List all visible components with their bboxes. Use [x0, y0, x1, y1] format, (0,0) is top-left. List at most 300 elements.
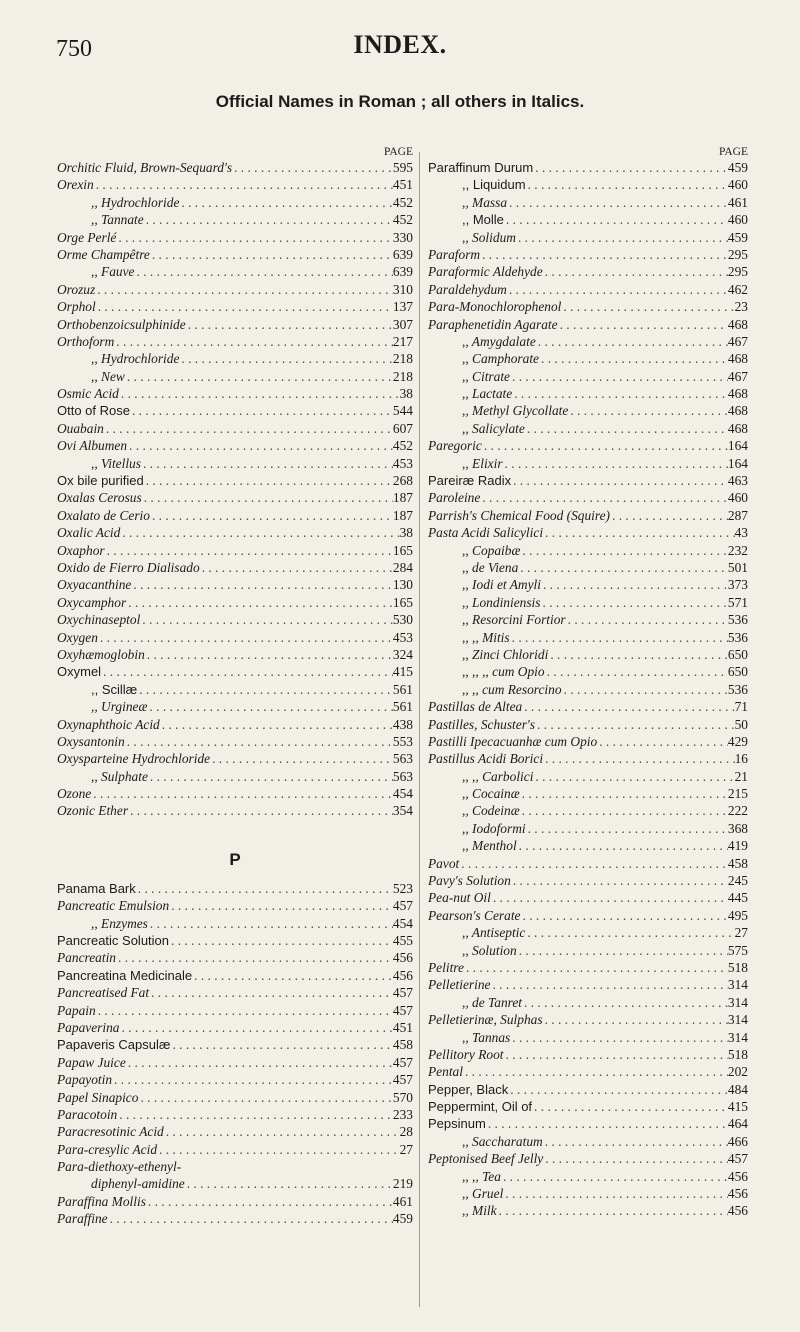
entry-name: Orchitic Fluid, Brown-Sequard's [57, 160, 233, 175]
leader-dots [526, 820, 728, 837]
leader-dots [186, 316, 393, 333]
leader-dots [112, 1071, 393, 1088]
entry-name: Oxalas Cerosus [57, 490, 142, 506]
entry-name: Orexin [57, 177, 94, 193]
entry-name: ,, Tannas [462, 1029, 511, 1045]
entry-page: 518 [727, 959, 748, 975]
index-entry [428, 1115, 748, 1132]
index-entry [428, 785, 748, 802]
index-entry [428, 316, 748, 333]
index-entry [57, 880, 413, 897]
index-entry [428, 194, 748, 211]
leader-dots [164, 1123, 400, 1140]
index-entry [57, 646, 413, 663]
index-entry [57, 629, 413, 646]
index-entry [428, 907, 748, 924]
entry-name: Pepsinum [428, 1116, 486, 1132]
index-entry [428, 1202, 748, 1219]
right-column [428, 145, 748, 1220]
entry-name: ,, Camphorate [462, 351, 539, 367]
index-entry [57, 932, 413, 949]
entry-page: 217 [392, 333, 413, 349]
entry-page: 38 [399, 525, 413, 541]
entry-name: ,, Zinci Chloridi [462, 646, 549, 662]
entry-page: 368 [727, 820, 748, 836]
entry-page: 484 [727, 1081, 748, 1097]
entry-name: Osmic Acid [57, 386, 119, 402]
entry-name: ,, Saccharatum [462, 1133, 543, 1149]
entry-name: Para-cresylic Acid [57, 1141, 158, 1157]
leader-dots [179, 194, 393, 211]
leader-dots [520, 542, 727, 559]
leader-dots [179, 350, 393, 367]
index-entry [428, 733, 748, 750]
entry-name: Paraffine [57, 1211, 108, 1227]
entry-page: 219 [392, 1176, 413, 1192]
index-entry [57, 1054, 413, 1071]
index-entry [428, 1081, 748, 1098]
entry-page: 460 [727, 177, 748, 193]
leader-dots [504, 1046, 728, 1063]
entry-page: 218 [392, 368, 413, 384]
leader-dots [543, 750, 735, 767]
entry-name: Oxynaphthoic Acid [57, 716, 160, 732]
leader-dots [464, 959, 728, 976]
entry-name: ,, ,, Tea [462, 1168, 501, 1184]
entry-page: 536 [727, 681, 748, 697]
entry-name: ,, Iodi et Amyli [462, 577, 541, 593]
index-entry [428, 1185, 748, 1202]
entry-page: 459 [727, 229, 748, 245]
page-number: 750 [56, 36, 92, 62]
entry-name: Oxymel [57, 664, 102, 680]
leader-dots [480, 489, 728, 506]
leader-dots [136, 880, 393, 897]
leader-dots [185, 1175, 393, 1192]
index-entry [57, 524, 413, 541]
leader-dots [148, 915, 393, 932]
entry-page: 460 [727, 212, 748, 228]
leader-dots [128, 802, 393, 819]
index-entry [428, 1011, 748, 1028]
index-entry [428, 420, 748, 437]
index-entry [57, 368, 413, 385]
entry-page: 458 [392, 1037, 413, 1053]
leader-dots [463, 1063, 728, 1080]
subtitle: Official Names in Roman ; all others in Italics. [215, 92, 585, 111]
leader-dots [126, 1054, 393, 1071]
entry-page: 454 [392, 915, 413, 931]
entry-name: Orphol [57, 299, 96, 315]
index-entry [57, 1158, 413, 1175]
leader-dots [125, 368, 393, 385]
entry-name: ,, Solution [462, 942, 517, 958]
index-entry [428, 559, 748, 576]
entry-page: 561 [392, 681, 413, 697]
leader-dots [522, 994, 728, 1011]
leader-dots [210, 750, 393, 767]
leader-dots [533, 768, 734, 785]
entry-page: 218 [392, 351, 413, 367]
entry-name: Paregoric [428, 438, 482, 454]
index-entry [428, 889, 748, 906]
leader-dots [96, 298, 393, 315]
entry-name: Paraffina Mollis [57, 1193, 146, 1209]
entry-name: Papaverina [57, 1019, 120, 1035]
leader-dots [536, 333, 728, 350]
entry-name: Oxychinaseptol [57, 612, 141, 628]
index-list-p-continued [428, 159, 748, 1220]
index-entry [57, 594, 413, 611]
entry-name: Ozonic Ether [57, 803, 129, 819]
index-entry [57, 967, 413, 984]
entry-page: 452 [392, 194, 413, 210]
index-entry [428, 802, 748, 819]
leader-dots [91, 785, 393, 802]
entry-name: ,, ,, ,, cum Opio [462, 664, 545, 680]
leader-dots [169, 932, 393, 949]
entry-page: 245 [727, 873, 748, 889]
entry-page: 445 [727, 890, 748, 906]
entry-page: 463 [727, 473, 748, 489]
leader-dots [490, 976, 727, 993]
leader-dots [512, 385, 728, 402]
index-entry [428, 489, 748, 506]
leader-dots [127, 437, 393, 454]
entry-page: 467 [727, 368, 748, 384]
leader-dots [131, 576, 393, 593]
leader-dots [597, 733, 728, 750]
entry-name: ,, de Tanret [462, 994, 523, 1010]
entry-page: 268 [392, 473, 413, 489]
leader-dots [517, 837, 728, 854]
leader-dots [503, 1185, 728, 1202]
entry-name: Pelitre [428, 959, 464, 975]
index-entry [428, 1063, 748, 1080]
entry-page: 544 [392, 403, 413, 419]
index-entry [428, 681, 748, 698]
leader-dots [232, 159, 393, 176]
entry-name: ,, Gruel [462, 1186, 504, 1202]
entry-page: 287 [727, 507, 748, 523]
leader-dots [501, 1168, 728, 1185]
leader-dots [510, 629, 728, 646]
entry-name: Pasta Acidi Salicylici [428, 525, 544, 541]
left-column [57, 145, 413, 1228]
entry-name: Pental [428, 1064, 463, 1080]
entry-name: ,, Resorcini Fortior [462, 612, 566, 628]
leader-dots [98, 629, 393, 646]
index-entry [57, 559, 413, 576]
index-entry [428, 437, 748, 454]
entry-name: ,, Menthol [462, 838, 517, 854]
entry-page: 28 [399, 1124, 413, 1140]
entry-name: Pelletierinæ, Sulphas [428, 1012, 543, 1028]
entry-page: 295 [727, 264, 748, 280]
entry-page: 607 [392, 420, 413, 436]
entry-name: Papaveris Capsulæ [57, 1037, 171, 1053]
leader-dots [532, 1098, 728, 1115]
entry-name: ,, Amygdalate [462, 333, 536, 349]
leader-dots [200, 559, 393, 576]
leader-dots [141, 455, 393, 472]
index-entry [57, 949, 413, 966]
leader-dots [497, 1202, 728, 1219]
entry-page: 518 [727, 1046, 748, 1062]
entry-name: Orthoform [57, 333, 115, 349]
entry-name: Panama Bark [57, 880, 136, 896]
entry-name: Pepper, Black [428, 1081, 509, 1097]
entry-name: Paroleine [428, 490, 481, 506]
entry-name: Pancreatina Medicinale [57, 967, 193, 983]
entry-page: 453 [392, 455, 413, 471]
entry-page: 50 [734, 716, 748, 732]
index-entry [57, 1193, 413, 1210]
index-entry [428, 698, 748, 715]
leader-dots [108, 1210, 393, 1227]
leader-dots [503, 455, 728, 472]
leader-dots [533, 159, 728, 176]
index-entry [428, 1133, 748, 1150]
leader-dots [101, 663, 393, 680]
index-list-o [57, 159, 413, 820]
leader-dots [545, 663, 728, 680]
index-entry [57, 402, 413, 419]
index-entry [57, 437, 413, 454]
entry-name: Orozuz [57, 281, 96, 297]
index-entry [57, 716, 413, 733]
entry-page: 314 [727, 1012, 748, 1028]
entry-page: 650 [727, 664, 748, 680]
leader-dots [522, 698, 734, 715]
leader-dots [543, 263, 728, 280]
entry-page: 16 [734, 751, 748, 767]
entry-page: 575 [727, 942, 748, 958]
leader-dots [504, 211, 728, 228]
index-entry [428, 507, 748, 524]
index-entry [57, 984, 413, 1001]
index-entry [57, 194, 413, 211]
entry-page: 571 [727, 594, 748, 610]
leader-dots [525, 420, 728, 437]
leader-dots [145, 646, 393, 663]
index-entry [57, 733, 413, 750]
index-entry [428, 837, 748, 854]
entry-name: Peptonised Beef Jelly [428, 1151, 544, 1167]
index-entry [428, 211, 748, 228]
index-entry [428, 159, 748, 176]
index-entry [57, 159, 413, 176]
entry-page: 563 [392, 751, 413, 767]
leader-dots [150, 507, 393, 524]
entry-page: 461 [727, 194, 748, 210]
index-entry [57, 1210, 413, 1227]
entry-name: Pearson's Cerate [428, 907, 521, 923]
leader-dots [140, 611, 393, 628]
leader-dots [486, 1115, 728, 1132]
index-entry [428, 855, 748, 872]
entry-name: ,, Fauve [91, 264, 135, 280]
entry-page: 536 [727, 612, 748, 628]
index-entry [57, 316, 413, 333]
entry-name: Ox bile purified [57, 473, 144, 489]
index-entry [428, 820, 748, 837]
index-entry [57, 1019, 413, 1036]
entry-name: Paraffinum Durum [428, 160, 534, 175]
index-entry [428, 750, 748, 767]
index-entry [428, 646, 748, 663]
leader-dots [105, 542, 393, 559]
entry-name: ,, Tannate [91, 212, 144, 228]
entry-page: 561 [392, 699, 413, 715]
index-entry [57, 1141, 413, 1158]
entry-name: Ouabain [57, 420, 104, 436]
entry-page: 373 [727, 577, 748, 593]
entry-page: 429 [727, 733, 748, 749]
leader-dots [517, 942, 728, 959]
entry-name: Paraphenetidin Agarate [428, 316, 558, 332]
leader-dots [94, 176, 393, 193]
entry-name: Paraformic Aldehyde [428, 264, 543, 280]
entry-page: 354 [392, 803, 413, 819]
entry-page: 468 [727, 316, 748, 332]
index-entry [428, 368, 748, 385]
index-entry [57, 915, 413, 932]
index-entry [57, 611, 413, 628]
entry-name: Pareiræ Radix [428, 473, 512, 489]
entry-page: 461 [392, 1193, 413, 1209]
entry-name: Ovi Albumen [57, 438, 128, 454]
page-column-label: PAGE [384, 146, 413, 158]
entry-page: 164 [727, 455, 748, 471]
leader-dots [511, 872, 728, 889]
index-entry [57, 663, 413, 680]
entry-page: 38 [399, 386, 413, 402]
leader-dots [459, 855, 728, 872]
entry-name: Pancreatic Emulsion [57, 898, 170, 914]
entry-page: 553 [392, 733, 413, 749]
entry-page: 468 [727, 386, 748, 402]
entry-page: 460 [727, 490, 748, 506]
entry-page: 27 [734, 925, 748, 941]
entry-page: 464 [727, 1116, 748, 1132]
leader-dots [548, 646, 728, 663]
leader-dots [520, 802, 728, 819]
index-entry [428, 402, 748, 419]
entry-name: Otto of Rose [57, 403, 130, 419]
leader-dots [181, 1158, 413, 1175]
entry-name: ,, Hydrochloride [91, 194, 180, 210]
index-list-p [57, 880, 413, 1228]
index-entry [57, 333, 413, 350]
leader-dots [120, 524, 399, 541]
leader-dots [521, 907, 728, 924]
entry-page: 452 [392, 212, 413, 228]
index-entry [57, 385, 413, 402]
index-entry [57, 229, 413, 246]
entry-page: 456 [392, 950, 413, 966]
entry-page: 457 [392, 985, 413, 1001]
index-entry [428, 872, 748, 889]
entry-name: Para-diethoxy-ethenyl- [57, 1159, 182, 1175]
leader-dots [520, 785, 728, 802]
entry-name: Papain [57, 1002, 96, 1018]
entry-page: 570 [392, 1089, 413, 1105]
index-entry [428, 542, 748, 559]
entry-name: Pelletierine [428, 977, 491, 993]
index-entry [428, 350, 748, 367]
entry-name: Paraldehydum [428, 281, 507, 297]
index-entry [57, 897, 413, 914]
entry-name: Papel Sinapico [57, 1089, 139, 1105]
leader-dots [169, 897, 393, 914]
entry-name: ,, Elixir [462, 455, 503, 471]
entry-page: 233 [392, 1106, 413, 1122]
leader-dots [149, 984, 393, 1001]
entry-page: 530 [392, 612, 413, 628]
entry-page: 468 [727, 351, 748, 367]
entry-page: 595 [392, 160, 413, 175]
index-entry [57, 1036, 413, 1053]
entry-name: Oxycamphor [57, 594, 127, 610]
entry-page: 307 [392, 316, 413, 332]
leader-dots [137, 681, 393, 698]
leader-dots [95, 281, 393, 298]
entry-name: diphenyl-amidine [91, 1176, 185, 1192]
entry-page: 456 [392, 967, 413, 983]
index-entry [428, 1098, 748, 1115]
entry-page: 650 [727, 646, 748, 662]
index-entry [57, 698, 413, 715]
entry-page: 165 [392, 542, 413, 558]
leader-dots [543, 1133, 728, 1150]
entry-page: 295 [727, 246, 748, 262]
entry-name: ,, Massa [462, 194, 508, 210]
leader-dots [541, 594, 728, 611]
entry-name: Paraform [428, 246, 481, 262]
leader-dots [562, 681, 728, 698]
index-entry [428, 263, 748, 280]
index-entry [428, 629, 748, 646]
entry-name: ,, Salicylate [462, 420, 525, 436]
entry-name: ,, Lactate [462, 386, 513, 402]
leader-dots [561, 298, 734, 315]
index-entry [428, 333, 748, 350]
entry-name: Orthobenzoicsulphinide [57, 316, 186, 332]
section-letter: P [229, 849, 241, 869]
index-entry [428, 1046, 748, 1063]
index-entry [57, 176, 413, 193]
leader-dots [116, 229, 393, 246]
leader-dots [104, 420, 393, 437]
entry-page: 137 [392, 299, 413, 315]
entry-page: 459 [727, 160, 748, 175]
entry-page: 453 [392, 629, 413, 645]
entry-page: 462 [727, 281, 748, 297]
leader-dots [507, 281, 728, 298]
entry-page: 455 [392, 933, 413, 949]
leader-dots [491, 889, 728, 906]
entry-name: Pellitory Root [428, 1046, 504, 1062]
leader-dots [507, 194, 728, 211]
entry-page: 454 [392, 786, 413, 802]
entry-name: ,, Codeinæ [462, 803, 520, 819]
entry-page: 468 [727, 403, 748, 419]
index-entry [428, 524, 748, 541]
entry-name: Pastilles, Schuster's [428, 716, 536, 732]
entry-name: ,, Citrate [462, 368, 510, 384]
index-entry [57, 1106, 413, 1123]
